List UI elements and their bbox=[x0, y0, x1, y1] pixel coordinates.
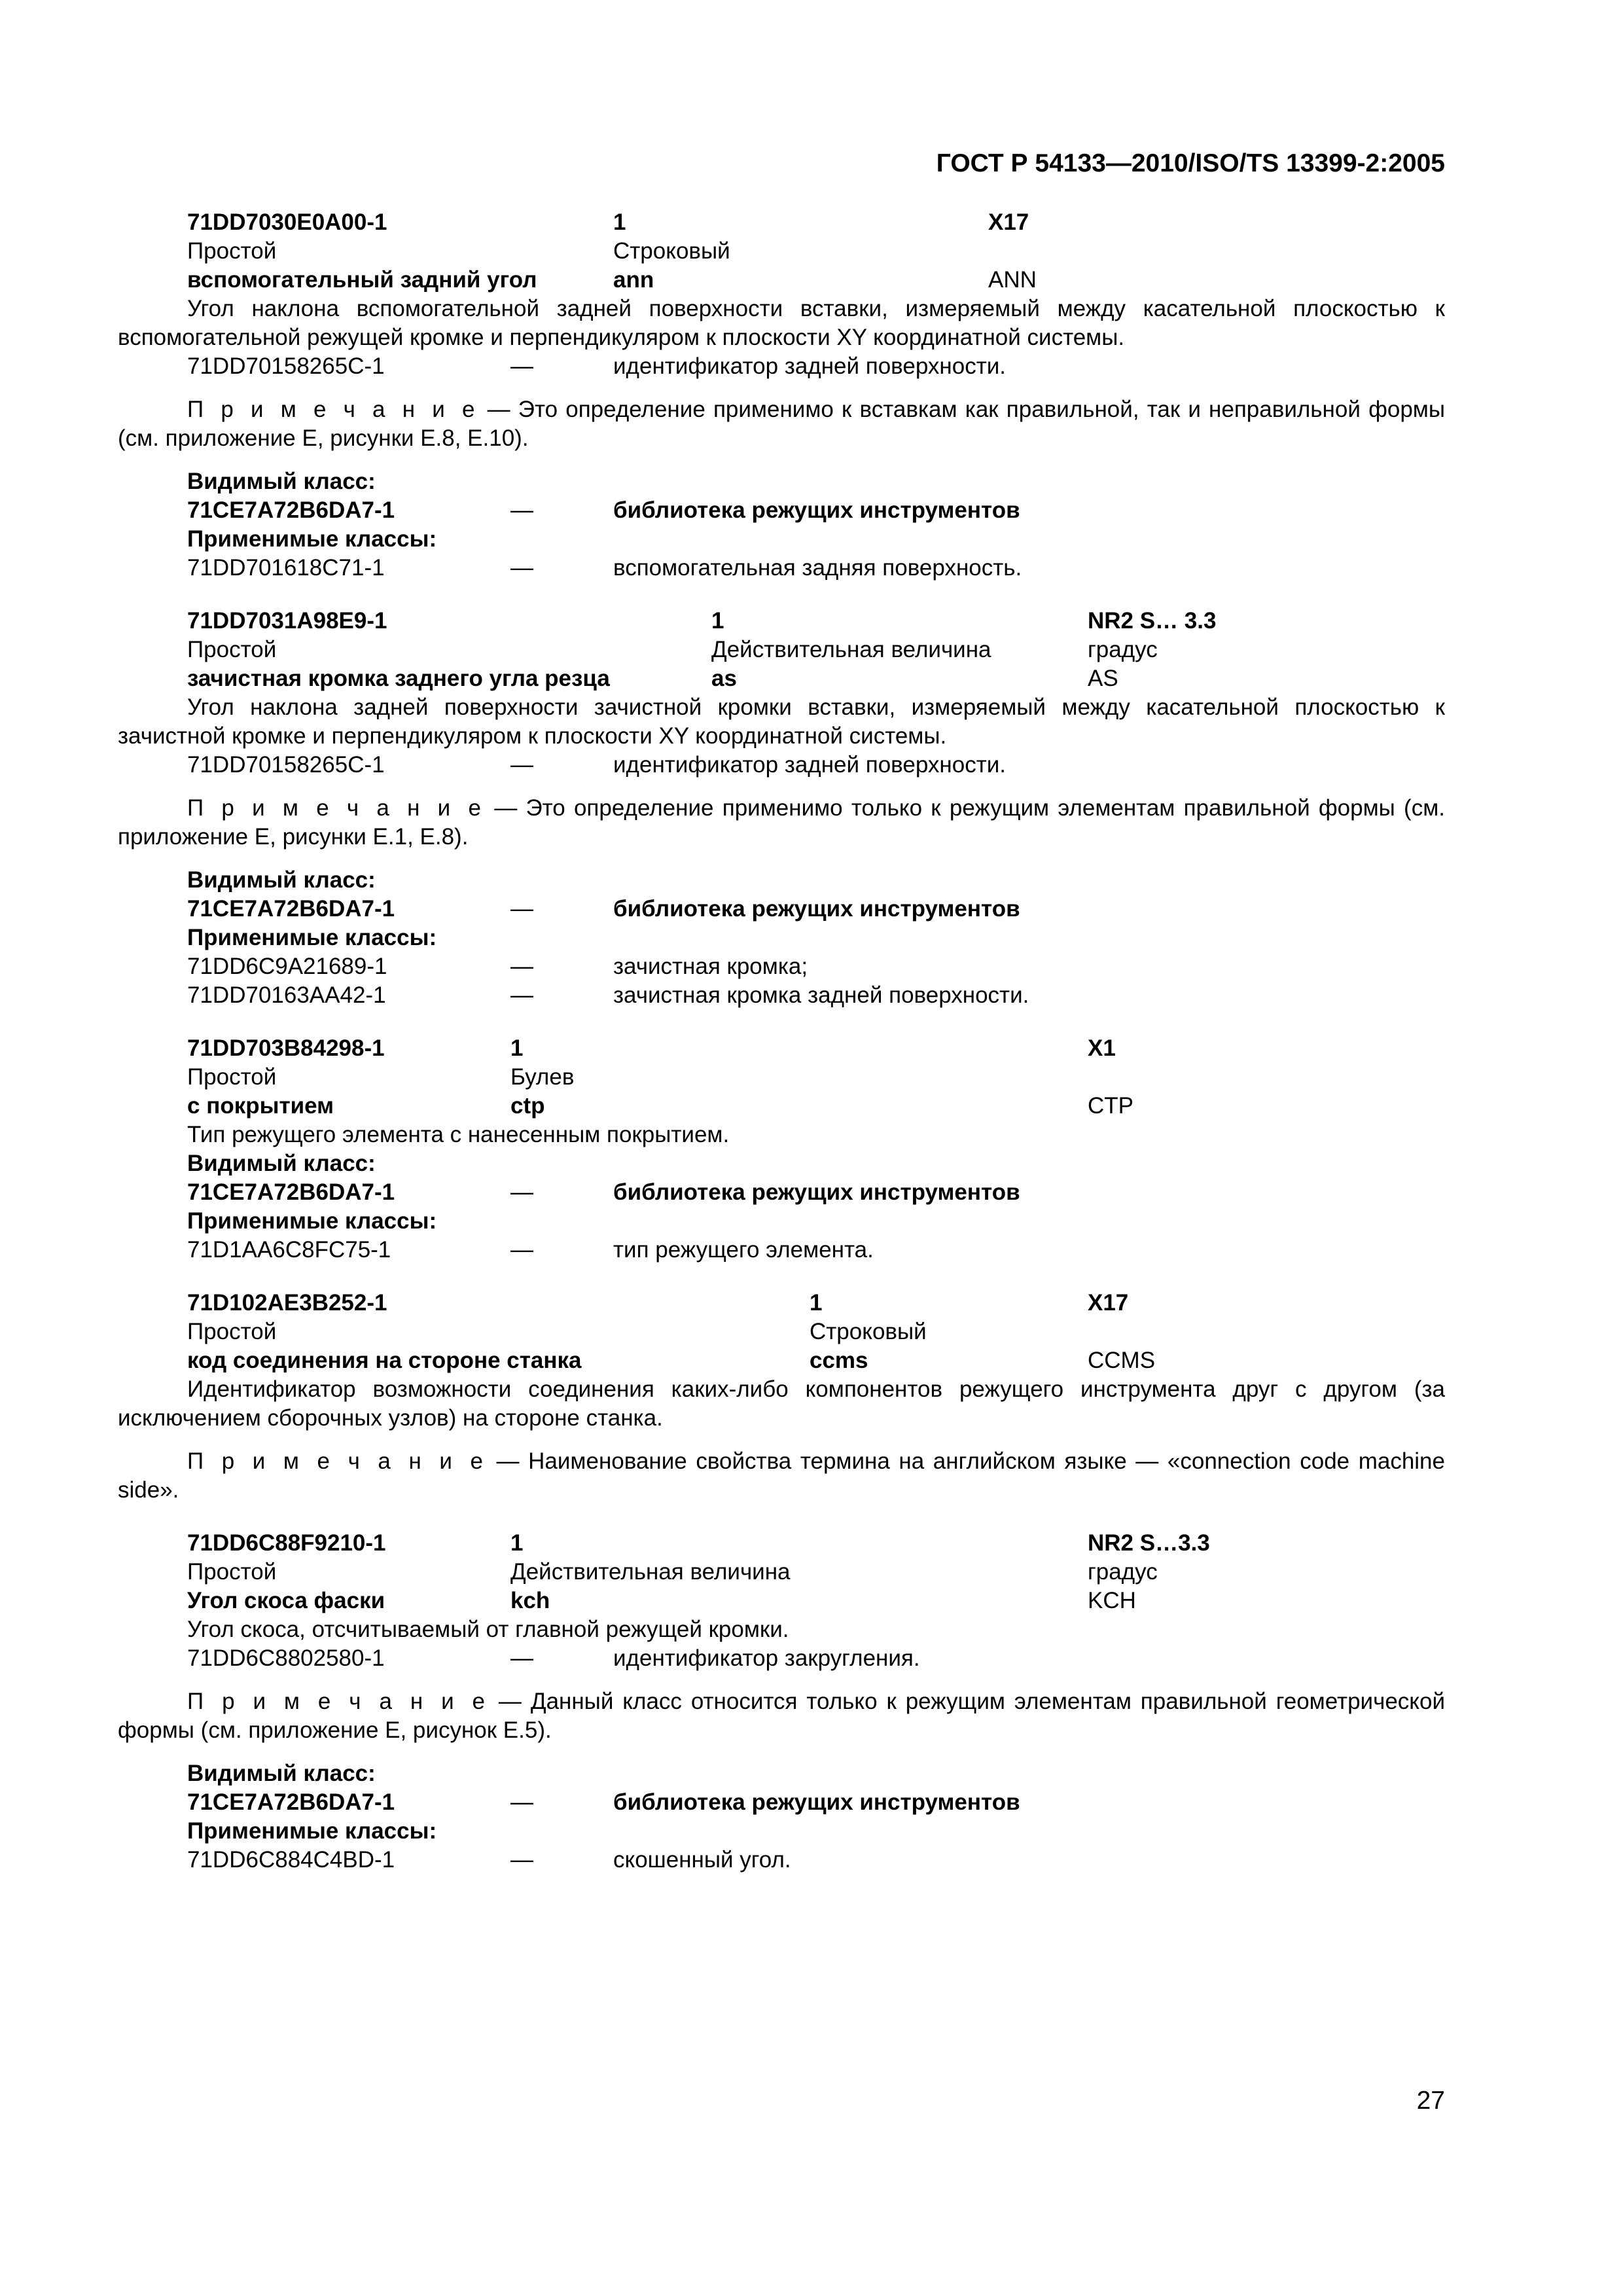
note-label: П р и м е ч а н и е bbox=[187, 795, 486, 821]
property-datatype: Булев bbox=[510, 1064, 575, 1090]
visible-class-id: 71CE7A72B6DA7-1 bbox=[187, 497, 395, 523]
note: П р и м е ч а н и е — Наименование свойства термина на английском языке — «connection code machine side». bbox=[118, 1448, 1445, 1503]
visible-class-name: библиотека режущих инструментов bbox=[613, 1789, 1020, 1815]
property-code: KCH bbox=[1088, 1588, 1136, 1613]
property-datatype: Строковый bbox=[810, 1319, 927, 1344]
property-symbol: ann bbox=[613, 267, 654, 293]
note-label: П р и м е ч а н и е bbox=[187, 1689, 490, 1714]
property-format: X17 bbox=[1088, 1290, 1129, 1316]
property-definition: Угол наклона задней поверхности зачистной кромки вставки, измеряемый между касательной плоскостью к зачистной кромке и перпендикуляром к плоскости XY координатной системы. bbox=[118, 694, 1445, 749]
property-datatype: Действительная величина bbox=[711, 637, 991, 662]
property-type: Простой bbox=[187, 637, 277, 662]
dash: — bbox=[510, 1179, 533, 1205]
note-text: Это определение применимо только к режущим элементам правильной формы (см. приложение Е, рисунки Е.1, Е.8). bbox=[118, 795, 1445, 850]
property-entry bbox=[118, 1289, 1445, 1505]
property-id: 71DD7030E0A00-1 bbox=[187, 209, 387, 235]
class-block bbox=[118, 1759, 1445, 1874]
property-format: NR2 S…3.3 bbox=[1088, 1530, 1210, 1556]
property-entry bbox=[118, 607, 1445, 1010]
dash: — bbox=[510, 1237, 533, 1263]
visible-class-label: Видимый класс: bbox=[187, 1151, 376, 1176]
property-definition: Тип режущего элемента с нанесенным покрытием. bbox=[187, 1122, 730, 1147]
property-format: NR2 S… 3.3 bbox=[1088, 608, 1217, 634]
reference-text: идентификатор задней поверхности. bbox=[613, 353, 1007, 379]
note: П р и м е ч а н и е — Данный класс относится только к режущим элементам правильной геометрической формы (см. приложение Е, рисунок Е.5). bbox=[118, 1689, 1446, 1743]
property-symbol: ctp bbox=[510, 1093, 545, 1119]
property-symbol: as bbox=[711, 666, 737, 691]
document-header: ГОСТ Р 54133—2010/ISO/TS 13399-2:2005 bbox=[936, 149, 1445, 177]
property-datatype: Строковый bbox=[613, 238, 730, 264]
dash: — bbox=[510, 1645, 533, 1671]
dash: — bbox=[510, 555, 533, 581]
dash: — bbox=[510, 497, 533, 523]
reference-id: 71DD70158265C-1 bbox=[187, 752, 385, 778]
applicable-class-name: скошенный угол. bbox=[613, 1847, 791, 1873]
property-type: Простой bbox=[187, 1319, 277, 1344]
applicable-class-name: вспомогательная задняя поверхность. bbox=[613, 555, 1022, 581]
property-id: 71DD6C88F9210-1 bbox=[187, 1530, 386, 1556]
property-id: 71DD703B84298-1 bbox=[187, 1035, 385, 1061]
visible-class-name: библиотека режущих инструментов bbox=[613, 497, 1020, 523]
note: П р и м е ч а н и е — Это определение применимо к вставкам как правильной, так и неправильной формы (см. приложение Е, рисунки Е.8, Е.10). bbox=[118, 397, 1446, 451]
applicable-class-name: зачистная кромка; bbox=[613, 954, 808, 979]
property-code: AS bbox=[1088, 666, 1118, 691]
visible-class-name: библиотека режущих инструментов bbox=[613, 896, 1020, 922]
property-unit: градус bbox=[1088, 637, 1158, 662]
property-type: Простой bbox=[187, 1559, 277, 1585]
property-entry bbox=[118, 208, 1445, 583]
property-code: ANN bbox=[988, 267, 1037, 293]
applicable-classes-label: Применимые классы: bbox=[187, 1208, 437, 1234]
property-definition: Идентификатор возможности соединения каких-либо компонентов режущего инструмента друг с другом (за исключением сборочных узлов) на стороне станка. bbox=[118, 1376, 1445, 1431]
dash: — bbox=[510, 752, 533, 778]
note-text: Это определение применимо к вставкам как правильной, так и неправильной формы (см. приложение Е, рисунки Е.8, Е.10). bbox=[118, 397, 1446, 451]
reference-text: идентификатор закругления. bbox=[613, 1645, 920, 1671]
visible-class-id: 71CE7A72B6DA7-1 bbox=[187, 896, 395, 922]
property-symbol: ccms bbox=[810, 1348, 868, 1373]
reference-id: 71DD70158265C-1 bbox=[187, 353, 385, 379]
reference-text: идентификатор задней поверхности. bbox=[613, 752, 1007, 778]
applicable-class-id: 71D1AA6C8FC75-1 bbox=[187, 1237, 391, 1263]
note-label: П р и м е ч а н и е bbox=[187, 1448, 488, 1474]
applicable-classes-label: Применимые классы: bbox=[187, 1818, 437, 1844]
property-name: с покрытием bbox=[187, 1093, 334, 1119]
applicable-class-id: 71DD70163AA42-1 bbox=[187, 982, 386, 1008]
property-type: Простой bbox=[187, 1064, 277, 1090]
class-block bbox=[118, 866, 1445, 1010]
property-name: код соединения на стороне станка bbox=[187, 1348, 582, 1373]
applicable-class-id: 71DD701618C71-1 bbox=[187, 555, 385, 581]
visible-class-label: Видимый класс: bbox=[187, 867, 376, 893]
dash: — bbox=[510, 1847, 533, 1873]
applicable-class-id: 71DD6C9A21689-1 bbox=[187, 954, 387, 979]
applicable-class-id: 71DD6C884C4BD-1 bbox=[187, 1847, 395, 1873]
property-format: X17 bbox=[988, 209, 1029, 235]
applicable-classes-label: Применимые классы: bbox=[187, 925, 437, 950]
property-format: X1 bbox=[1088, 1035, 1116, 1061]
property-symbol: kch bbox=[510, 1588, 550, 1613]
visible-class-id: 71CE7A72B6DA7-1 bbox=[187, 1179, 395, 1205]
note-text: Наименование свойства термина на английском языке — «connection code machine side». bbox=[118, 1448, 1445, 1503]
property-id: 71DD7031A98E9-1 bbox=[187, 608, 387, 634]
property-type: Простой bbox=[187, 238, 277, 264]
note-label: П р и м е ч а н и е bbox=[187, 397, 480, 422]
property-version: 1 bbox=[510, 1530, 524, 1556]
property-version: 1 bbox=[810, 1290, 823, 1316]
document-body bbox=[118, 208, 1445, 1899]
applicable-class-name: тип режущего элемента. bbox=[613, 1237, 874, 1263]
property-id: 71D102AE3B252-1 bbox=[187, 1290, 387, 1316]
property-code: CCMS bbox=[1088, 1348, 1156, 1373]
property-name: Угол скоса фаски bbox=[187, 1588, 385, 1613]
applicable-class-name: зачистная кромка задней поверхности. bbox=[613, 982, 1029, 1008]
property-version: 1 bbox=[711, 608, 724, 634]
property-definition: Угол наклона вспомогательной задней поверхности вставки, измеряемый между касательной плоскостью к вспомогательной режущей кромке и перпендикуляром к плоскости XY координатной системы. bbox=[118, 296, 1445, 350]
note: П р и м е ч а н и е — Это определение применимо только к режущим элементам правильной формы (см. приложение Е, рисунки Е.1, Е.8). bbox=[118, 795, 1445, 850]
property-name: вспомогательный задний угол bbox=[187, 267, 537, 293]
dash: — bbox=[510, 353, 533, 379]
property-version: 1 bbox=[510, 1035, 524, 1061]
note-text: Данный класс относится только к режущим элементам правильной геометрической формы (см. приложение Е, рисунок Е.5). bbox=[118, 1689, 1446, 1743]
property-name: зачистная кромка заднего угла резца bbox=[187, 666, 610, 691]
visible-class-label: Видимый класс: bbox=[187, 469, 376, 494]
dash: — bbox=[510, 896, 533, 922]
dash: — bbox=[510, 982, 533, 1008]
applicable-classes-label: Применимые классы: bbox=[187, 526, 437, 552]
dash: — bbox=[510, 1789, 533, 1815]
visible-class-label: Видимый класс: bbox=[187, 1761, 376, 1786]
property-version: 1 bbox=[613, 209, 626, 235]
property-unit: градус bbox=[1088, 1559, 1158, 1585]
dash: — bbox=[510, 954, 533, 979]
property-entry bbox=[118, 1034, 1445, 1265]
property-code: CTP bbox=[1088, 1093, 1133, 1119]
class-block bbox=[118, 467, 1445, 583]
property-entry bbox=[118, 1529, 1445, 1874]
property-datatype: Действительная величина bbox=[510, 1559, 791, 1585]
reference-id: 71DD6C8802580-1 bbox=[187, 1645, 385, 1671]
page-number: 27 bbox=[1416, 2087, 1445, 2115]
property-definition: Угол скоса, отсчитываемый от главной режущей кромки. bbox=[187, 1617, 789, 1642]
visible-class-id: 71CE7A72B6DA7-1 bbox=[187, 1789, 395, 1815]
visible-class-name: библиотека режущих инструментов bbox=[613, 1179, 1020, 1205]
